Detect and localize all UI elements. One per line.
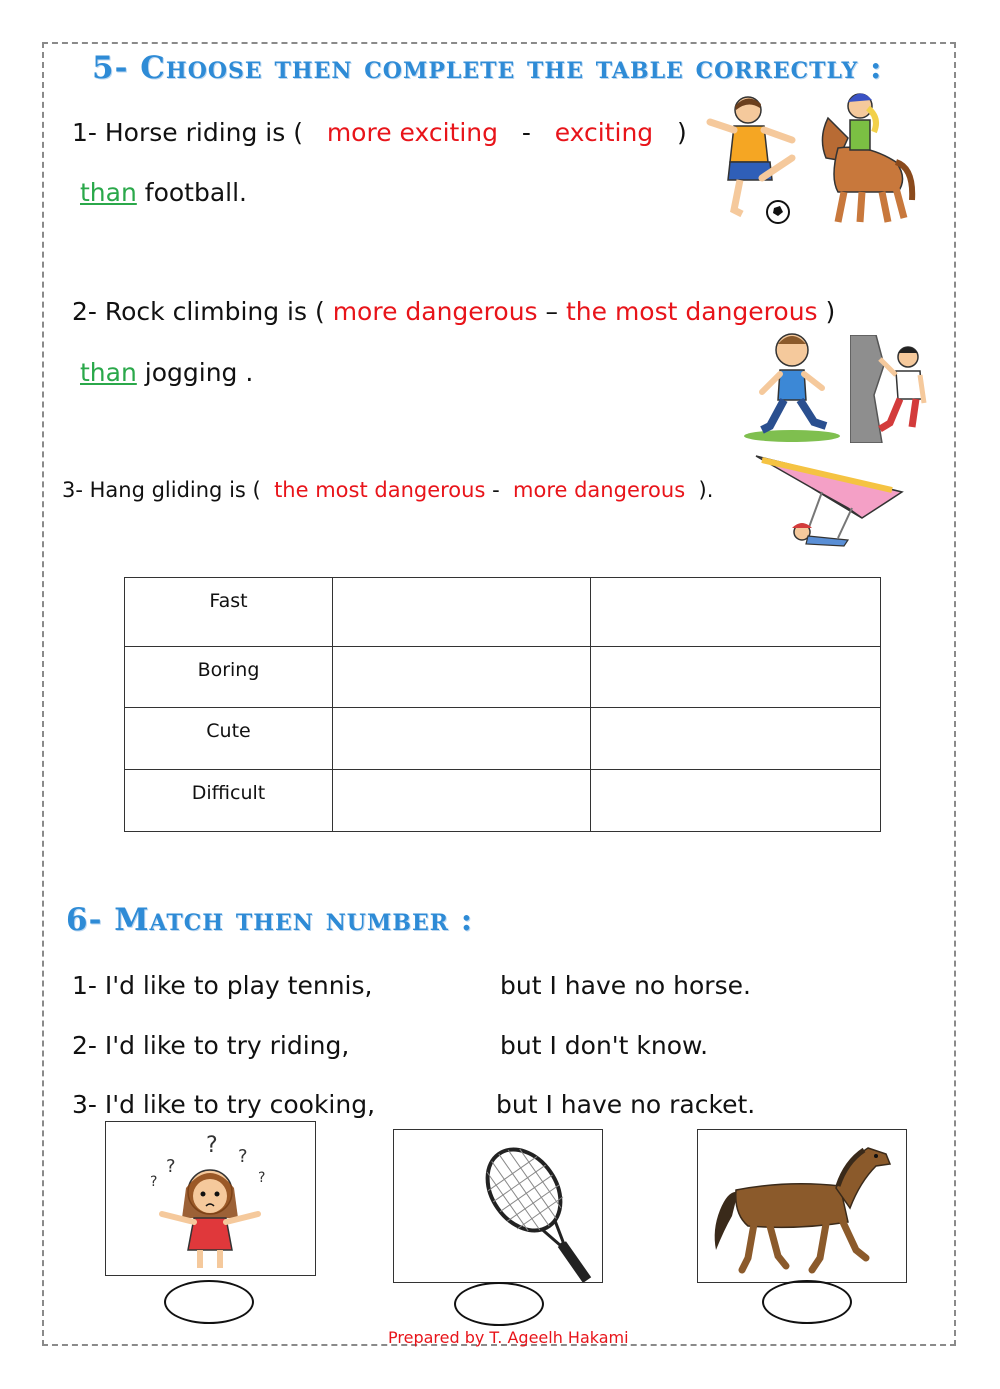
question-2-than: than [80, 358, 137, 387]
question-1-continuation [80, 178, 247, 207]
section-6-heading: 6- Match then number : [66, 902, 474, 938]
question-3-prefix: 3- Hang gliding is ( [62, 478, 261, 502]
question-3-line [62, 478, 713, 502]
table-superlative-cell[interactable] [591, 578, 881, 647]
question-3-option-1[interactable]: the most dangerous [274, 478, 486, 502]
answer-oval-3[interactable] [762, 1280, 852, 1324]
jogger-icon [742, 330, 842, 442]
table-superlative-cell[interactable] [591, 647, 881, 708]
question-3-separator: - [492, 478, 500, 502]
table-row [125, 708, 881, 770]
table-comparative-cell[interactable] [333, 647, 591, 708]
table-superlative-cell[interactable] [591, 770, 881, 832]
tennis-racket-icon [394, 1130, 602, 1282]
table-adjective-cell: Difficult [125, 770, 333, 832]
question-2-continuation [80, 358, 253, 387]
soccer-player-icon [700, 92, 810, 227]
picture-box-1 [105, 1121, 316, 1276]
question-1-separator: - [521, 118, 531, 147]
match-right-2: but I don't know. [500, 1031, 709, 1060]
comparison-table [124, 577, 881, 832]
question-1-option-1[interactable]: more exciting [326, 118, 498, 147]
question-1-line [72, 118, 687, 147]
question-1-prefix: 1- Horse riding is ( [72, 118, 303, 147]
footer-credit: Prepared by T. Ageelh Hakami [388, 1328, 629, 1347]
match-left-2: 2- I'd like to try riding, [72, 1031, 350, 1060]
question-2-prefix: 2- Rock climbing is ( [72, 297, 325, 326]
question-1-than: than [80, 178, 137, 207]
svg-text:?: ? [258, 1170, 266, 1186]
section-5-heading: 5- Choose then complete the table correctly : [92, 50, 883, 86]
hang-glider-icon [752, 448, 912, 548]
table-adjective-cell: Boring [125, 647, 333, 708]
answer-oval-1[interactable] [164, 1280, 254, 1324]
question-2-option-2[interactable]: the most dangerous [565, 297, 818, 326]
horse-icon [698, 1130, 906, 1282]
question-2-option-1[interactable]: more dangerous [332, 297, 538, 326]
table-comparative-cell[interactable] [333, 708, 591, 770]
table-superlative-cell[interactable] [591, 708, 881, 770]
rock-climber-icon [850, 335, 930, 443]
horse-rider-icon [808, 88, 916, 228]
question-1-end: football. [144, 178, 247, 207]
table-adjective-cell: Fast [125, 578, 333, 647]
table-row [125, 647, 881, 708]
table-comparative-cell[interactable] [333, 578, 591, 647]
picture-box-3 [697, 1129, 907, 1283]
match-right-3: but I have no racket. [496, 1090, 756, 1119]
match-left-1: 1- I'd like to play tennis, [72, 971, 373, 1000]
svg-text:?: ? [206, 1133, 218, 1158]
match-left-3: 3- I'd like to try cooking, [72, 1090, 376, 1119]
svg-text:?: ? [150, 1174, 158, 1190]
table-row [125, 770, 881, 832]
question-2-separator: – [545, 297, 559, 326]
confused-girl-icon [106, 1122, 315, 1275]
match-right-1: but I have no horse. [500, 971, 751, 1000]
table-row [125, 578, 881, 647]
question-2-line [72, 297, 835, 326]
question-3-option-2[interactable]: more dangerous [513, 478, 686, 502]
question-2-close: ) [825, 297, 836, 326]
question-3-close: ). [698, 478, 714, 502]
svg-text:?: ? [166, 1156, 176, 1177]
table-comparative-cell[interactable] [333, 770, 591, 832]
table-adjective-cell: Cute [125, 708, 333, 770]
picture-box-2 [393, 1129, 603, 1283]
question-1-option-2[interactable]: exciting [554, 118, 654, 147]
answer-oval-2[interactable] [454, 1282, 544, 1326]
svg-text:?: ? [238, 1146, 248, 1167]
question-1-close: ) [677, 118, 687, 147]
question-2-end: jogging . [144, 358, 254, 387]
